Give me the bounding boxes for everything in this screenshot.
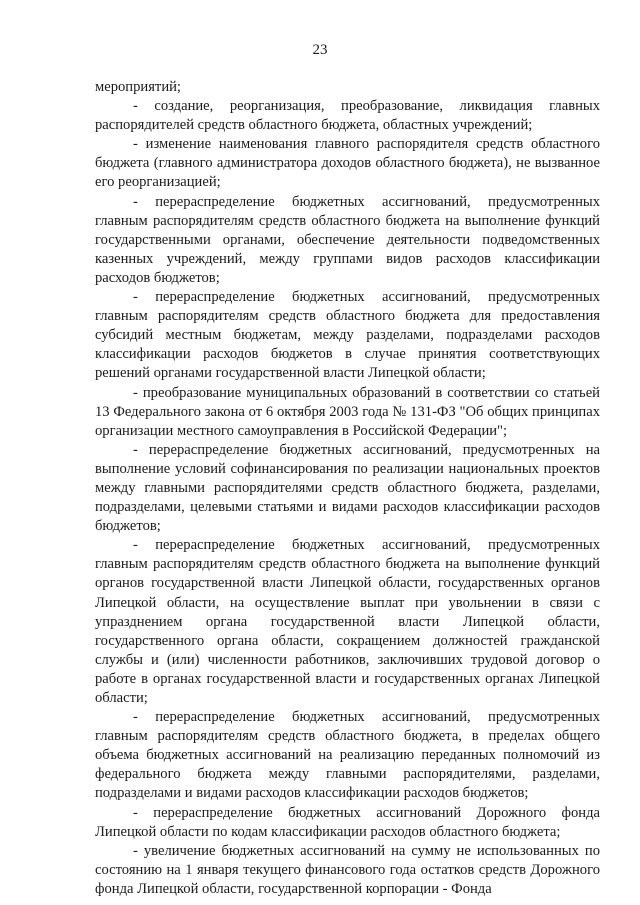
list-item: - перераспределение бюджетных ассигнований, предусмотренных главным распорядителям средств областного бюджета для предоставления субсидий местным бюджетам, между разделами, подразделами расходов классификации расходов бюджетов в случае принятия соответствующих решений органами государственной власти Липецкой области; bbox=[95, 289, 600, 382]
paragraph-continuation: мероприятий; bbox=[95, 79, 181, 95]
page-number: 23 bbox=[312, 42, 328, 58]
list-item: - перераспределение бюджетных ассигнований Дорожного фонда Липецкой области по кодам классификации расходов областного бюджета; bbox=[95, 804, 600, 840]
list-item: - перераспределение бюджетных ассигнований, предусмотренных главным распорядителям средств областного бюджета на выполнение функций органов государственной власти Липецкой области, государственных органов Липецкой области, на осуществление выплат при увольнении в связи с упразднением органа государственной власти Липецкой области, государственного органа области, сокращением должностей гражданской службы и (или) численности работников, заключивших трудовой договор о работе в органах государственной власти и государственных органах Липецкой области; bbox=[95, 537, 600, 706]
list-item: - перераспределение бюджетных ассигнований, предусмотренных на выполнение условий софинансирования по реализации национальных проектов между главными распорядителями средств областного бюджета, разделами, подразделами, целевыми статьями и видами расходов классификации расходов бюджетов; bbox=[95, 441, 600, 535]
list-item: - создание, реорганизация, преобразование, ликвидация главных распорядителей средств областного бюджета, областных учреждений; bbox=[95, 98, 600, 134]
list-item: - перераспределение бюджетных ассигнований, предусмотренных главным распорядителям средств областного бюджета, в пределах общего объема бюджетных ассигнований на реализацию переданных полномочий из федерального бюджета между главными распорядителями, разделами, подразделами и видами расходов классификации расходов бюджетов; bbox=[95, 709, 600, 802]
list-item: - изменение наименования главного распорядителя средств областного бюджета (главного администратора доходов областного бюджета), не вызванное его реорганизацией; bbox=[95, 136, 600, 191]
list-item: - увеличение бюджетных ассигнований на сумму не использованных по состоянию на 1 января текущего финансового года остатков средств Дорожного фонда Липецкой области, государственной корпорации - Фонда bbox=[95, 842, 600, 897]
list-item: - преобразование муниципальных образований в соответствии со статьей 13 Федерального закона от 6 октября 2003 года № 131-ФЗ "Об общих принципах организации местного самоуправления в Российской Федерации"; bbox=[95, 384, 600, 439]
list-item: - перераспределение бюджетных ассигнований, предусмотренных главным распорядителям средств областного бюджета на выполнение функций государственными органами, обеспечение деятельности подведомственных казенных учреждений, между группами видов расходов классификации расходов бюджетов; bbox=[95, 193, 600, 286]
document-body bbox=[95, 78, 600, 899]
